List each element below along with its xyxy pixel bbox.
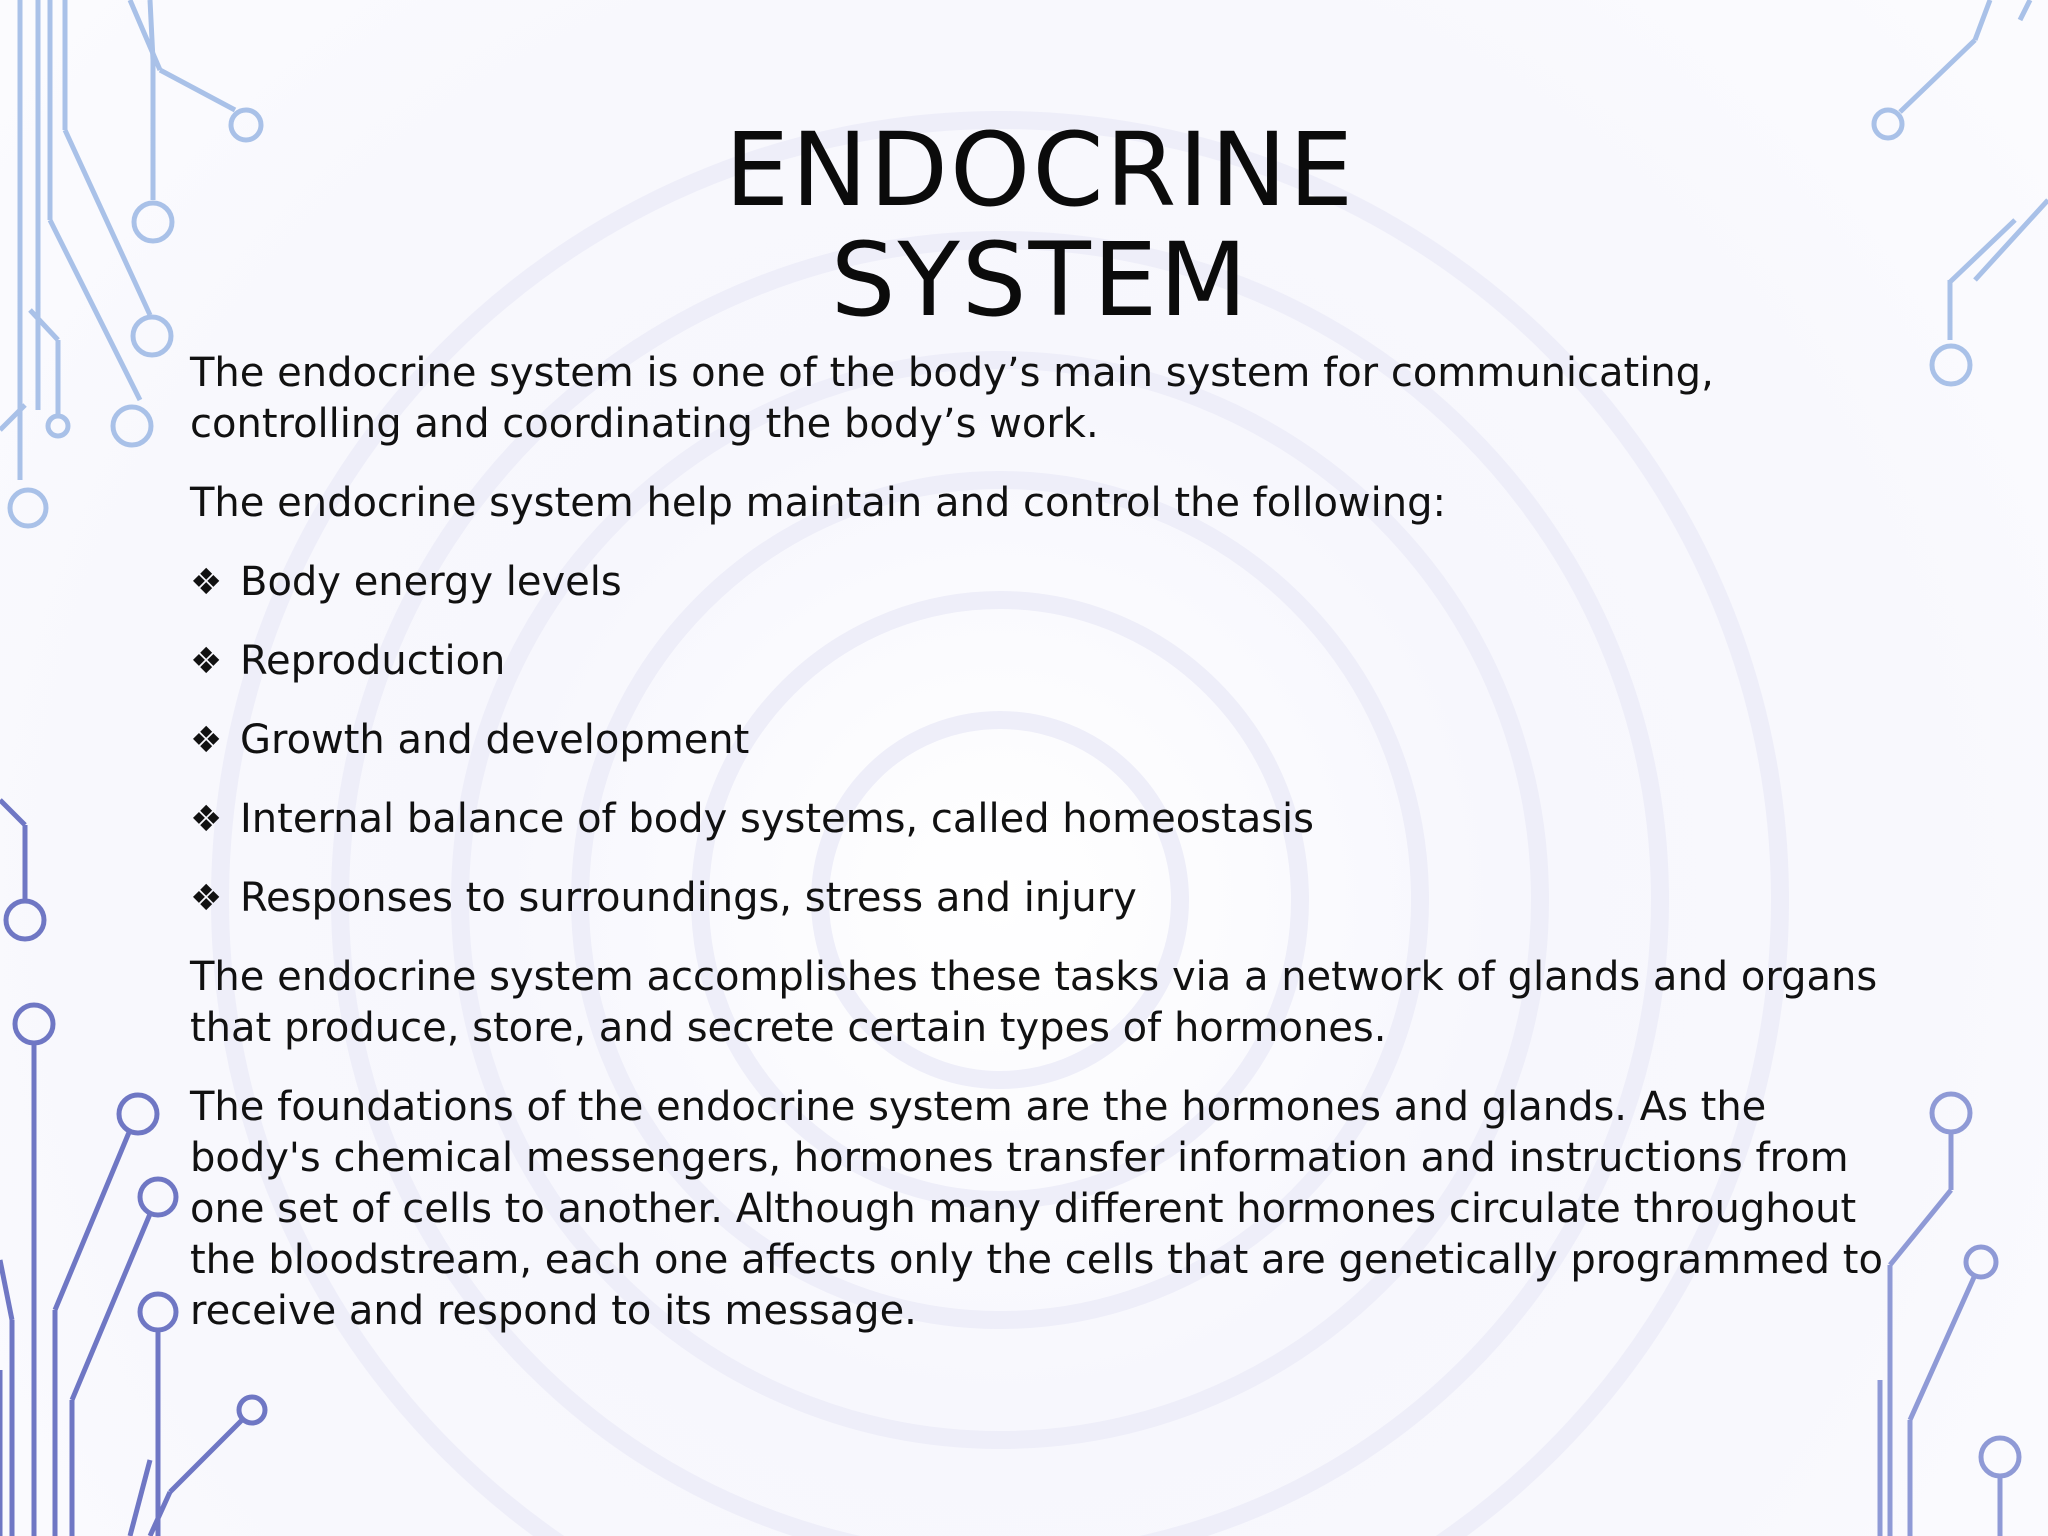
slide-body: [190, 348, 1940, 1365]
bullet-text: Growth and development: [240, 717, 750, 763]
diamond-bullet-icon: ❖: [190, 878, 223, 919]
diamond-bullet-icon: ❖: [190, 799, 223, 840]
bullet-text: Reproduction: [240, 638, 506, 684]
bullet-item: [190, 794, 1940, 845]
intro-paragraph: The endocrine system is one of the body’s main system for communicating, controlling and coordinating the body’s work.: [190, 350, 1714, 447]
bullet-text: Internal balance of body systems, called homeostasis: [240, 796, 1315, 842]
maintain-paragraph: The endocrine system help maintain and control the following:: [190, 480, 1446, 526]
title-line-2: SYSTEM: [830, 221, 1250, 341]
bullet-item: [190, 557, 1940, 608]
bullet-item: [190, 873, 1940, 924]
title-line-1: ENDOCRINE: [724, 111, 1356, 231]
bullet-item: [190, 636, 1940, 687]
diamond-bullet-icon: ❖: [190, 562, 223, 603]
bullet-text: Body energy levels: [240, 559, 622, 605]
foundations-paragraph: The foundations of the endocrine system are the hormones and glands. As the body's chemical messengers, hormones transfer information and instructions from one set of cells to another. Although many different hormones circulate throughout the bloodstream, each one affects only the cells that are genetically programmed to receive and respond to its message.: [190, 1084, 1883, 1334]
glands-paragraph: The endocrine system accomplishes these tasks via a network of glands and organs that produce, store, and secrete certain types of hormones.: [190, 954, 1878, 1051]
bullet-text: Responses to surroundings, stress and injury: [240, 875, 1137, 921]
page-title: [540, 111, 1540, 341]
diamond-bullet-icon: ❖: [190, 720, 223, 761]
bullet-item: [190, 715, 1940, 766]
diamond-bullet-icon: ❖: [190, 641, 223, 682]
